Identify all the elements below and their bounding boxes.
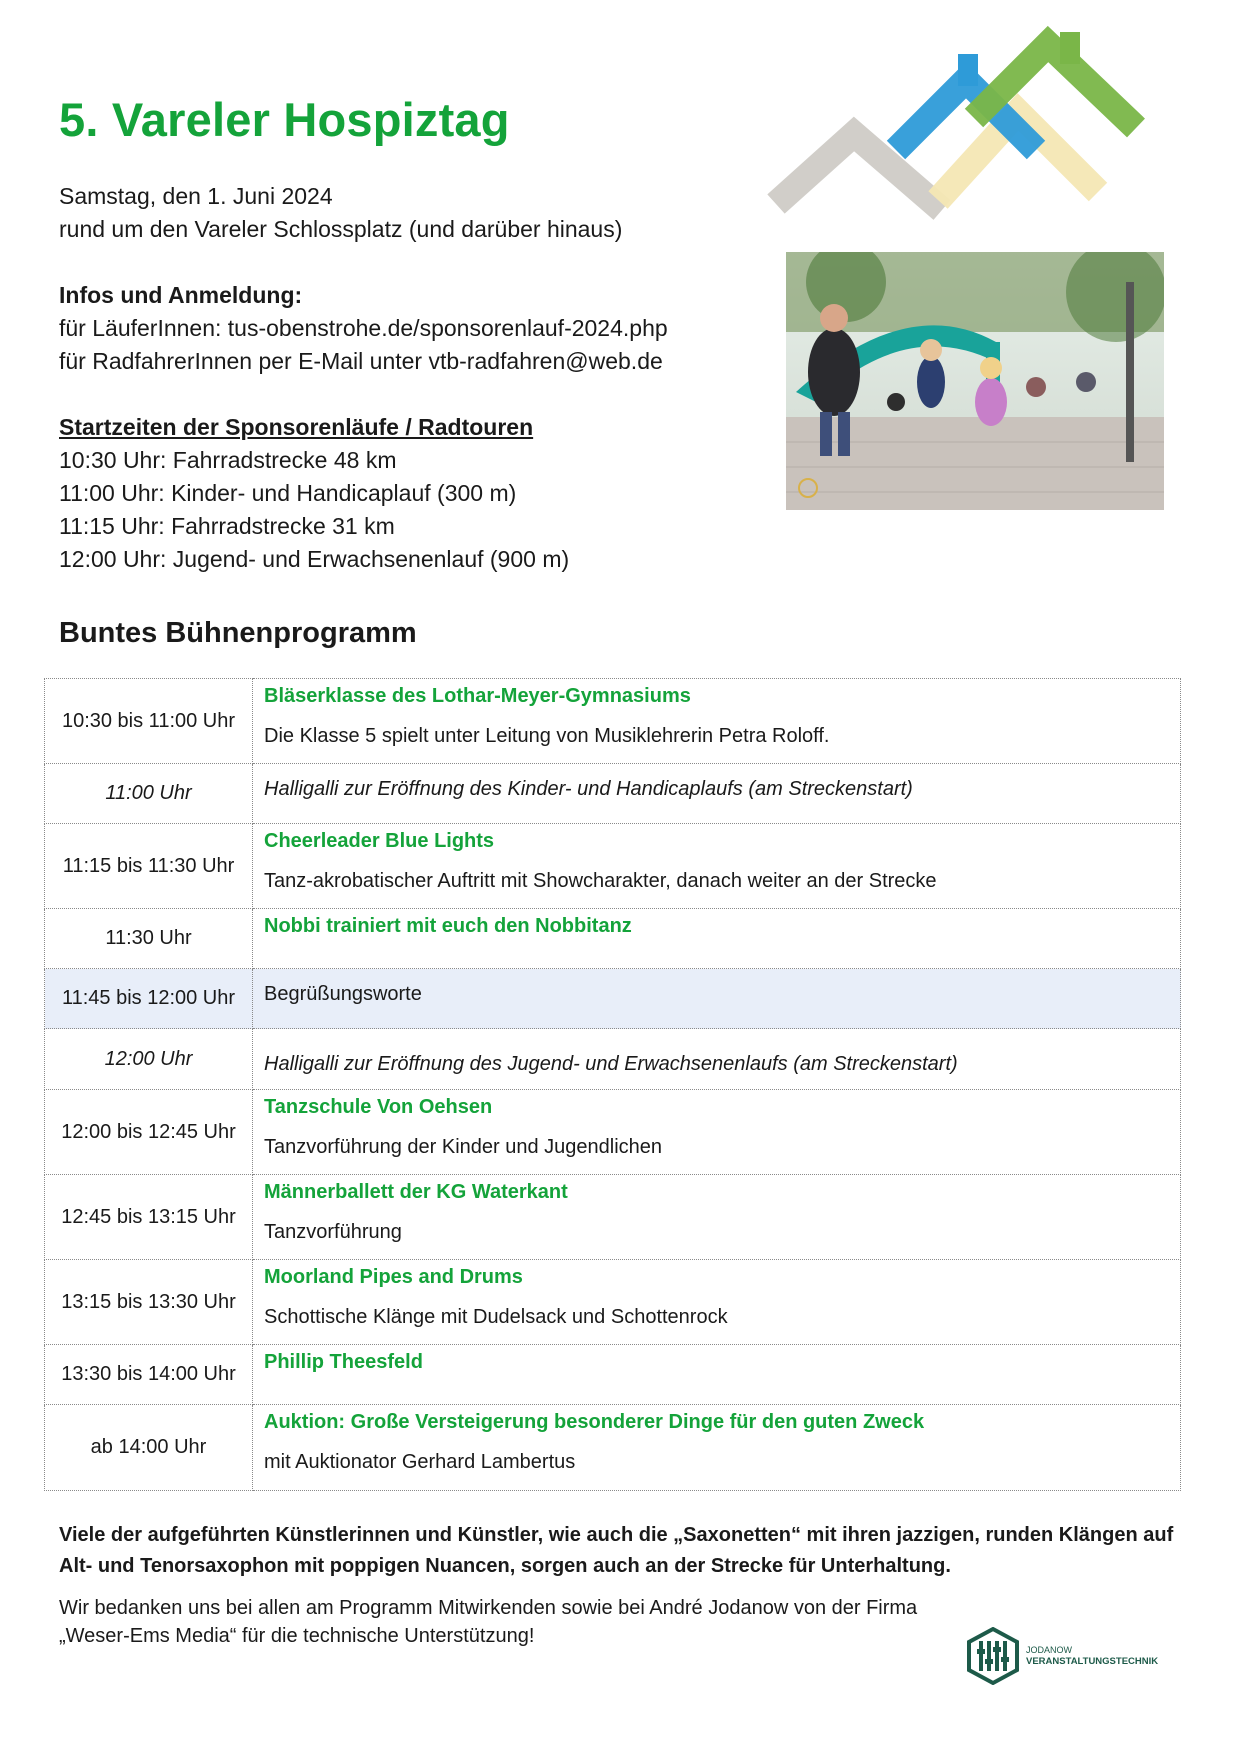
intro-section	[59, 180, 668, 576]
jodanow-logo	[966, 1626, 1166, 1686]
row-time: 12:00 bis 12:45 Uhr	[45, 1090, 253, 1175]
table-row	[45, 909, 1181, 969]
info-cyclists: für RadfahrerInnen per E-Mail unter vtb-radfahren@web.de	[59, 348, 663, 374]
act-subtitle: Tanz-akrobatischer Auftritt mit Showcharakter, danach weiter an der Strecke	[264, 870, 937, 892]
row-time: 10:30 bis 11:00 Uhr	[45, 679, 253, 764]
page-title: 5. Vareler Hospiztag	[59, 93, 510, 146]
row-description	[253, 1345, 1181, 1405]
thanks-note: Wir bedanken uns bei allen am Programm Mitwirkenden sowie bei André Jodanow von der Firma „Weser-Ems Media“ für die technische Unterstützung!	[59, 1597, 918, 1647]
table-row	[45, 1029, 1181, 1090]
start-time-item: 11:15 Uhr: Fahrradstrecke 31 km	[59, 513, 395, 539]
act-title: Tanzschule Von Oehsen	[264, 1096, 493, 1118]
row-time: 13:30 bis 14:00 Uhr	[45, 1345, 253, 1405]
table-row	[45, 824, 1181, 909]
row-time: 11:30 Uhr	[45, 909, 253, 969]
row-description	[253, 1029, 1181, 1090]
act-subtitle: mit Auktionator Gerhard Lambertus	[264, 1451, 576, 1473]
event-location: rund um den Vareler Schlossplatz (und darüber hinaus)	[59, 216, 623, 242]
act-title: Moorland Pipes and Drums	[264, 1266, 523, 1288]
start-time-item: 12:00 Uhr: Jugend- und Erwachsenenlauf (900 m)	[59, 546, 570, 572]
row-description	[253, 1090, 1181, 1175]
table-row	[45, 1345, 1181, 1405]
act-subtitle: Schottische Klänge mit Dudelsack und Schottenrock	[264, 1306, 728, 1328]
row-description	[253, 1175, 1181, 1260]
artists-note: Viele der aufgeführten Künstlerinnen und Künstler, wie auch die „Saxonetten“ mit ihren jazzigen, runden Klängen auf Alt- und Tenorsaxophon mit poppigen Nuancen, sorgen auch an der Strecke für Unterhaltung.	[59, 1524, 1174, 1577]
start-time-item: 10:30 Uhr: Fahrradstrecke 48 km	[59, 447, 397, 473]
table-row	[45, 1090, 1181, 1175]
act-subtitle: Tanzvorführung der Kinder und Jugendlichen	[264, 1136, 663, 1158]
row-description	[253, 969, 1181, 1029]
start-times-heading: Startzeiten der Sponsorenläufe / Radtouren	[59, 414, 534, 440]
table-row	[45, 1260, 1181, 1345]
jodanow-emblem-icon	[966, 1627, 1020, 1685]
row-description	[253, 1260, 1181, 1345]
row-description	[253, 824, 1181, 909]
row-time: 12:45 bis 13:15 Uhr	[45, 1175, 253, 1260]
info-runners: für LäuferInnen: tus-obenstrohe.de/sponsorenlauf-2024.php	[59, 315, 668, 341]
act-title: Phillip Theesfeld	[264, 1351, 423, 1373]
row-time: 13:15 bis 13:30 Uhr	[45, 1260, 253, 1345]
act-title: Bläserklasse des Lothar-Meyer-Gymnasiums	[264, 685, 691, 707]
row-description	[253, 1405, 1181, 1491]
table-row	[45, 1405, 1181, 1491]
info-heading: Infos und Anmeldung:	[59, 282, 303, 308]
stage-program-heading: Buntes Bühnenprogramm	[59, 617, 417, 649]
row-text: Halligalli zur Eröffnung des Jugend- und Erwachsenenlaufs (am Streckenstart)	[264, 1053, 958, 1075]
hospiz-houses-logo	[756, 24, 1166, 224]
row-text: Halligalli zur Eröffnung des Kinder- und Handicaplaufs (am Streckenstart)	[264, 778, 913, 800]
row-time: 11:15 bis 11:30 Uhr	[45, 824, 253, 909]
act-title: Männerballett der KG Waterkant	[264, 1181, 568, 1203]
sponsor-tagline: VERANSTALTUNGSTECHNIK	[1026, 1656, 1159, 1667]
sponsor-name: JODANOW	[1026, 1645, 1072, 1655]
row-text: Begrüßungsworte	[264, 983, 422, 1005]
table-row	[45, 764, 1181, 824]
start-time-item: 11:00 Uhr: Kinder- und Handicaplauf (300 m)	[59, 480, 517, 506]
act-title: Auktion: Große Versteigerung besonderer Dinge für den guten Zweck	[264, 1411, 925, 1433]
row-time: 12:00 Uhr	[45, 1029, 253, 1090]
runners-photo	[786, 252, 1164, 510]
row-description	[253, 679, 1181, 764]
table-row	[45, 969, 1181, 1029]
event-date: Samstag, den 1. Juni 2024	[59, 183, 333, 209]
row-time: ab 14:00 Uhr	[45, 1405, 253, 1491]
row-time: 11:00 Uhr	[45, 764, 253, 824]
act-title: Cheerleader Blue Lights	[264, 830, 495, 852]
stage-program-table	[44, 678, 1181, 1491]
table-row	[45, 1175, 1181, 1260]
row-description	[253, 764, 1181, 824]
row-time: 11:45 bis 12:00 Uhr	[45, 969, 253, 1029]
act-subtitle: Tanzvorführung	[264, 1221, 402, 1243]
row-description	[253, 909, 1181, 969]
table-row	[45, 679, 1181, 764]
act-subtitle: Die Klasse 5 spielt unter Leitung von Musiklehrerin Petra Roloff.	[264, 725, 830, 747]
act-title: Nobbi trainiert mit euch den Nobbitanz	[264, 915, 632, 937]
